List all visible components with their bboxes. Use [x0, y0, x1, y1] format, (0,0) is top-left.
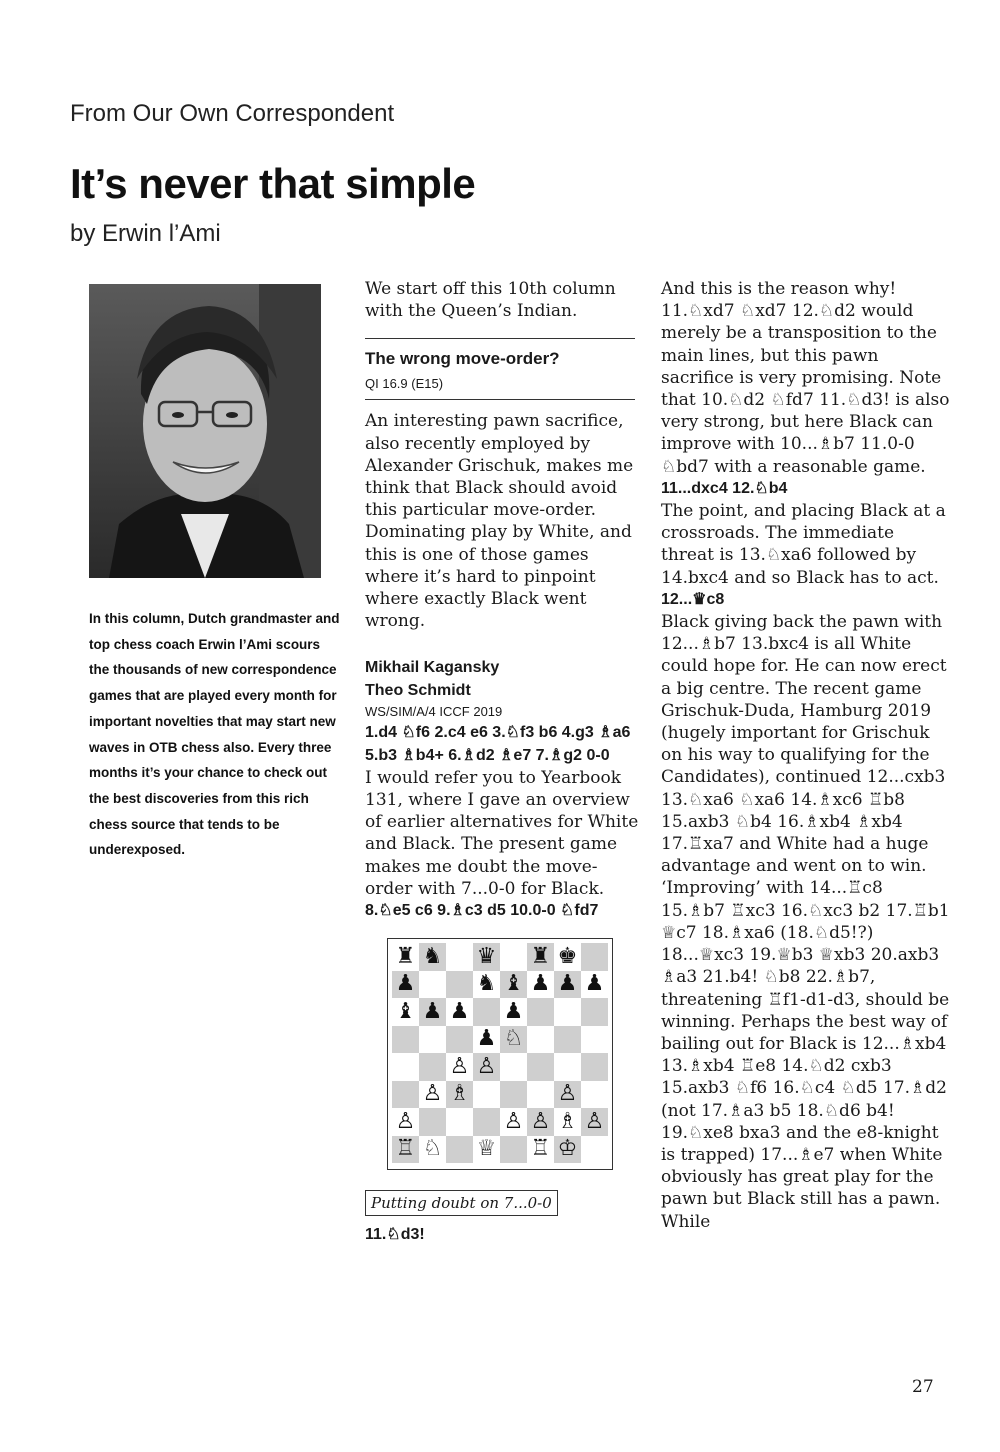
board-square: ♟: [500, 998, 527, 1026]
board-square: [527, 1026, 554, 1054]
board-square: ♛: [473, 943, 500, 971]
board-square: [419, 1053, 446, 1081]
paragraph: The point, and placing Black at a crossroads. The immediate threat is 13.♘xa6 followed by 14.bxc4 and so Black has to act.: [661, 501, 946, 588]
board-square: ♟: [392, 971, 419, 999]
game-moves: 12...♛c8: [661, 590, 725, 608]
board-square: ♘: [500, 1026, 527, 1054]
board-square: [446, 1108, 473, 1136]
board-square: ♟: [527, 971, 554, 999]
article-byline: by Erwin l’Ami: [70, 220, 221, 247]
section-title: The wrong move-order?: [365, 349, 560, 369]
board-square: [473, 1081, 500, 1109]
board-square: ♜: [527, 943, 554, 971]
board-square: [500, 1053, 527, 1081]
board-square: ♟: [419, 998, 446, 1026]
board-square: [554, 998, 581, 1026]
intro-paragraph: We start off this 10th column with the Queen’s Indian.: [365, 279, 616, 322]
board-square: [473, 998, 500, 1026]
board-square: [581, 1136, 608, 1164]
board-square: [419, 971, 446, 999]
column-middle: [365, 278, 640, 1246]
board-square: [473, 1108, 500, 1136]
section-header: [365, 338, 635, 400]
article-title: It’s never that simple: [70, 160, 476, 207]
paragraph: And this is the reason why! 11.♘xd7 ♘xd7 12.♘d2 would merely be a transposition to the main lines, but this pawn sacrifice is very promising. Note that 10.♘d2 ♘fd7 11.♘d3! is also very strong, but here Black can improve with 10...♗b7 11.0-0 ♘bd7 with a reasonable game.: [661, 279, 950, 477]
board-square: ♘: [419, 1136, 446, 1164]
section-kicker: From Our Own Correspondent: [70, 100, 395, 127]
board-square: [527, 1053, 554, 1081]
board-square: ♝: [392, 998, 419, 1026]
board-square: ♜: [392, 943, 419, 971]
board-square: [446, 1136, 473, 1164]
board-square: ♙: [581, 1108, 608, 1136]
board-square: [554, 1053, 581, 1081]
board-square: ♟: [473, 1026, 500, 1054]
board-square: [419, 1108, 446, 1136]
paragraph: I would refer you to Yearbook 131, where I gave an overview of earlier alternatives for White and Black. The present game makes me doubt the move-order with 7...0-0 for Black.: [365, 767, 639, 899]
board-square: [581, 1053, 608, 1081]
board-square: ♖: [527, 1136, 554, 1164]
paragraph: An interesting pawn sacrifice, also recently employed by Alexander Grischuk, makes me think that Black should avoid this particular move-order. Dominating play by White, and this is one of those games where it’s hard to pinpoint where exactly Black went wrong.: [365, 411, 634, 632]
board-square: ♟: [581, 971, 608, 999]
board-square: [581, 998, 608, 1026]
board-square: ♙: [554, 1081, 581, 1109]
board-square: ♚: [554, 943, 581, 971]
board-square: [554, 1026, 581, 1054]
board-square: ♙: [446, 1053, 473, 1081]
author-photo: [89, 284, 321, 578]
diagram-caption: Putting doubt on 7...0-0: [365, 1190, 558, 1216]
board-square: ♗: [446, 1081, 473, 1109]
portrait-illustration: [89, 284, 321, 578]
board-square: ♟: [446, 998, 473, 1026]
board-square: ♙: [527, 1108, 554, 1136]
board-square: [392, 1026, 419, 1054]
board-square: ♖: [392, 1136, 419, 1164]
board-square: ♝: [500, 971, 527, 999]
board-square: ♔: [554, 1136, 581, 1164]
section-code: QI 16.9 (E15): [365, 376, 444, 392]
game-moves: 11.♘d3!: [365, 1226, 425, 1244]
page-number: 27: [912, 1377, 934, 1397]
board-square: ♞: [419, 943, 446, 971]
black-player: Theo Schmidt: [365, 682, 471, 700]
chess-diagram: [387, 938, 613, 1170]
author-bio: In this column, Dutch grandmaster and top chess coach Erwin l’Ami scours the thousands of new correspondence games that are played every month for important novelties that may start new waves in OTB chess also. Every three months it’s your chance to check out the best discoveries from this rich chess source that tends to be underexposed.: [89, 611, 340, 858]
board-square: ♙: [473, 1053, 500, 1081]
column-right: [661, 278, 951, 1233]
board-square: ♕: [473, 1136, 500, 1164]
board-square: [527, 998, 554, 1026]
board-square: [500, 1081, 527, 1109]
board-square: [500, 943, 527, 971]
board-square: ♙: [500, 1108, 527, 1136]
board-square: [392, 1081, 419, 1109]
board-square: ♙: [392, 1108, 419, 1136]
board-square: [446, 971, 473, 999]
paragraph: Black giving back the pawn with 12...♗b7 13.bxc4 is all White could hope for. He can now erect a big centre. The recent game Grischuk-Duda, Hamburg 2019 (hugely important for Grischuk on his way to qualifying for the Candidates), continued 12...cxb3 13.♘xa6 ♘xa6 14.♗xc6 ♖b8 15.axb3 ♘b4 16.♗xb4 ♗xb4 17.♖xa7 and White had a huge advantage and went on to win. ‘Improving’ with 14...♖c8 15.♗b7 ♖xc3 16.♘xc3 b2 17.♖b1 ♕c7 18.♗xa6 (18.♘d5!?) 18...♕xc3 19.♕b3 ♕xb3 20.axb3 ♗a3 21.b4! ♘b8 22.♗b7, threatening ♖f1-d1-d3, should be winning. Perhaps the best way of bailing out for Black is 12...♗xb4 13.♗xb4 ♖e8 14.♘d2 cxb3 15.axb3 ♘f6 16.♘c4 ♘d5 17.♗d2 (not 17.♗a3 b5 18.♘d6 b4! 19.♘xe8 bxa3 and the e8-knight is trapped) 17...♗e7 when White obviously has great play for the pawn but Black still has a pawn. While: [661, 612, 950, 1232]
white-player: Mikhail Kagansky: [365, 659, 500, 677]
board-square: ♙: [419, 1081, 446, 1109]
board-square: [500, 1136, 527, 1164]
game-moves: 11...dxc4 12.♘b4: [661, 479, 788, 497]
board-square: ♞: [473, 971, 500, 999]
board-square: ♗: [554, 1108, 581, 1136]
board-square: [392, 1053, 419, 1081]
board-square: [419, 1026, 446, 1054]
board-square: [581, 943, 608, 971]
board-square: [446, 943, 473, 971]
game-moves: 1.d4 ♘f6 2.c4 e6 3.♘f3 b6 4.g3 ♗a6 5.b3 ♗b4+ 6.♗d2 ♗e7 7.♗g2 0-0: [365, 724, 631, 764]
board-square: [581, 1081, 608, 1109]
board-square: [581, 1026, 608, 1054]
board-square: ♟: [554, 971, 581, 999]
board-square: [446, 1026, 473, 1054]
chess-board: [392, 943, 608, 1163]
game-event: WS/SIM/A/4 ICCF 2019: [365, 704, 503, 720]
board-square: [527, 1081, 554, 1109]
game-moves: 8.♘e5 c6 9.♗c3 d5 10.0-0 ♘fd7: [365, 902, 599, 920]
